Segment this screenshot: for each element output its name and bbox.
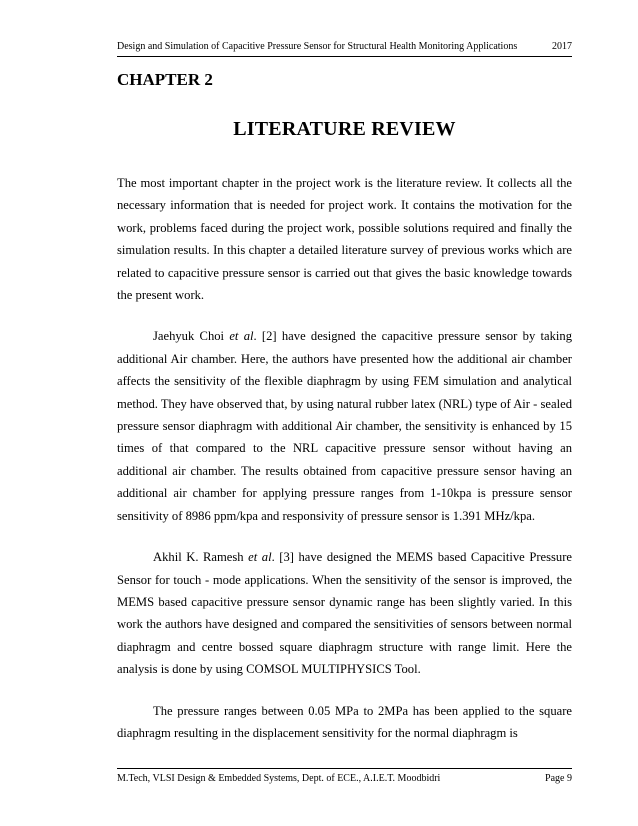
et-al: et al bbox=[229, 329, 254, 344]
paragraph-choi bbox=[117, 325, 572, 527]
paragraph-text: . [2] have designed the capacitive pressure sensor by taking additional Air chamber. Here, the authors have presented how the additional air chamber affects the sensitivity of the flexible diaphragm by using FEM simulation and analytical method. They have observed that, by using natural rubber latex (NRL) type of Air - sealed pressure sensor diaphragm with additional Air chamber, the sensitivity is enhanced by 15 times of that compared to the NRL capacitive pressure sensor without having an additional air chamber. The results obtained from capacitive pressure sensor having an additional air chamber for applying pressure ranges from 1-10kpa is pressure sensor sensitivity of 8986 ppm/kpa and responsivity of pressure sensor is 1.391 MHz/kpa. bbox=[117, 329, 572, 523]
paragraph-text: . [3] have designed the MEMS based Capacitive Pressure Sensor for touch - mode applications. When the sensitivity of the sensor is improved, the MEMS based capacitive pressure sensor dynamic range has been slightly varied. In this work the authors have designed and compared the sensitivities of sensors between normal diaphragm and centre bossed square diaphragm structure with range limit. Here the analysis is done by using COMSOL MULTIPHYSICS Tool. bbox=[117, 550, 572, 677]
author-name: Jaehyuk Choi bbox=[153, 329, 230, 344]
paragraph-pressure: The pressure ranges between 0.05 MPa to 2MPa has been applied to the square diaphragm resulting in the displacement sensitivity for the normal diaphragm is bbox=[117, 703, 572, 740]
body-text bbox=[117, 172, 572, 763]
page-header bbox=[117, 34, 572, 57]
section-title: LITERATURE REVIEW bbox=[233, 118, 456, 140]
paragraph-intro: The most important chapter in the project work is the literature review. It collects all the necessary information that is needed for project work. It contains the motivation for the work, problems faced during the project work, possible solutions required and finally the simulation results. In this chapter a detailed literature survey of previous works which are related to capacitive pressure sensor is carried out that gives the basic knowledge towards the present work. bbox=[117, 176, 572, 303]
et-al: et al bbox=[248, 550, 272, 565]
footer-affiliation: M.Tech, VLSI Design & Embedded Systems, Dept. of ECE., A.I.E.T. Moodbidri bbox=[117, 773, 441, 784]
header-year: 2017 bbox=[552, 41, 572, 52]
page-number: Page 9 bbox=[545, 773, 572, 784]
author-name: Akhil K. Ramesh bbox=[153, 550, 249, 565]
header-title: Design and Simulation of Capacitive Pressure Sensor for Structural Health Monitoring Applications bbox=[117, 41, 518, 52]
paragraph-ramesh bbox=[117, 546, 572, 680]
page-footer bbox=[117, 768, 572, 784]
chapter-heading: CHAPTER 2 bbox=[117, 70, 213, 89]
